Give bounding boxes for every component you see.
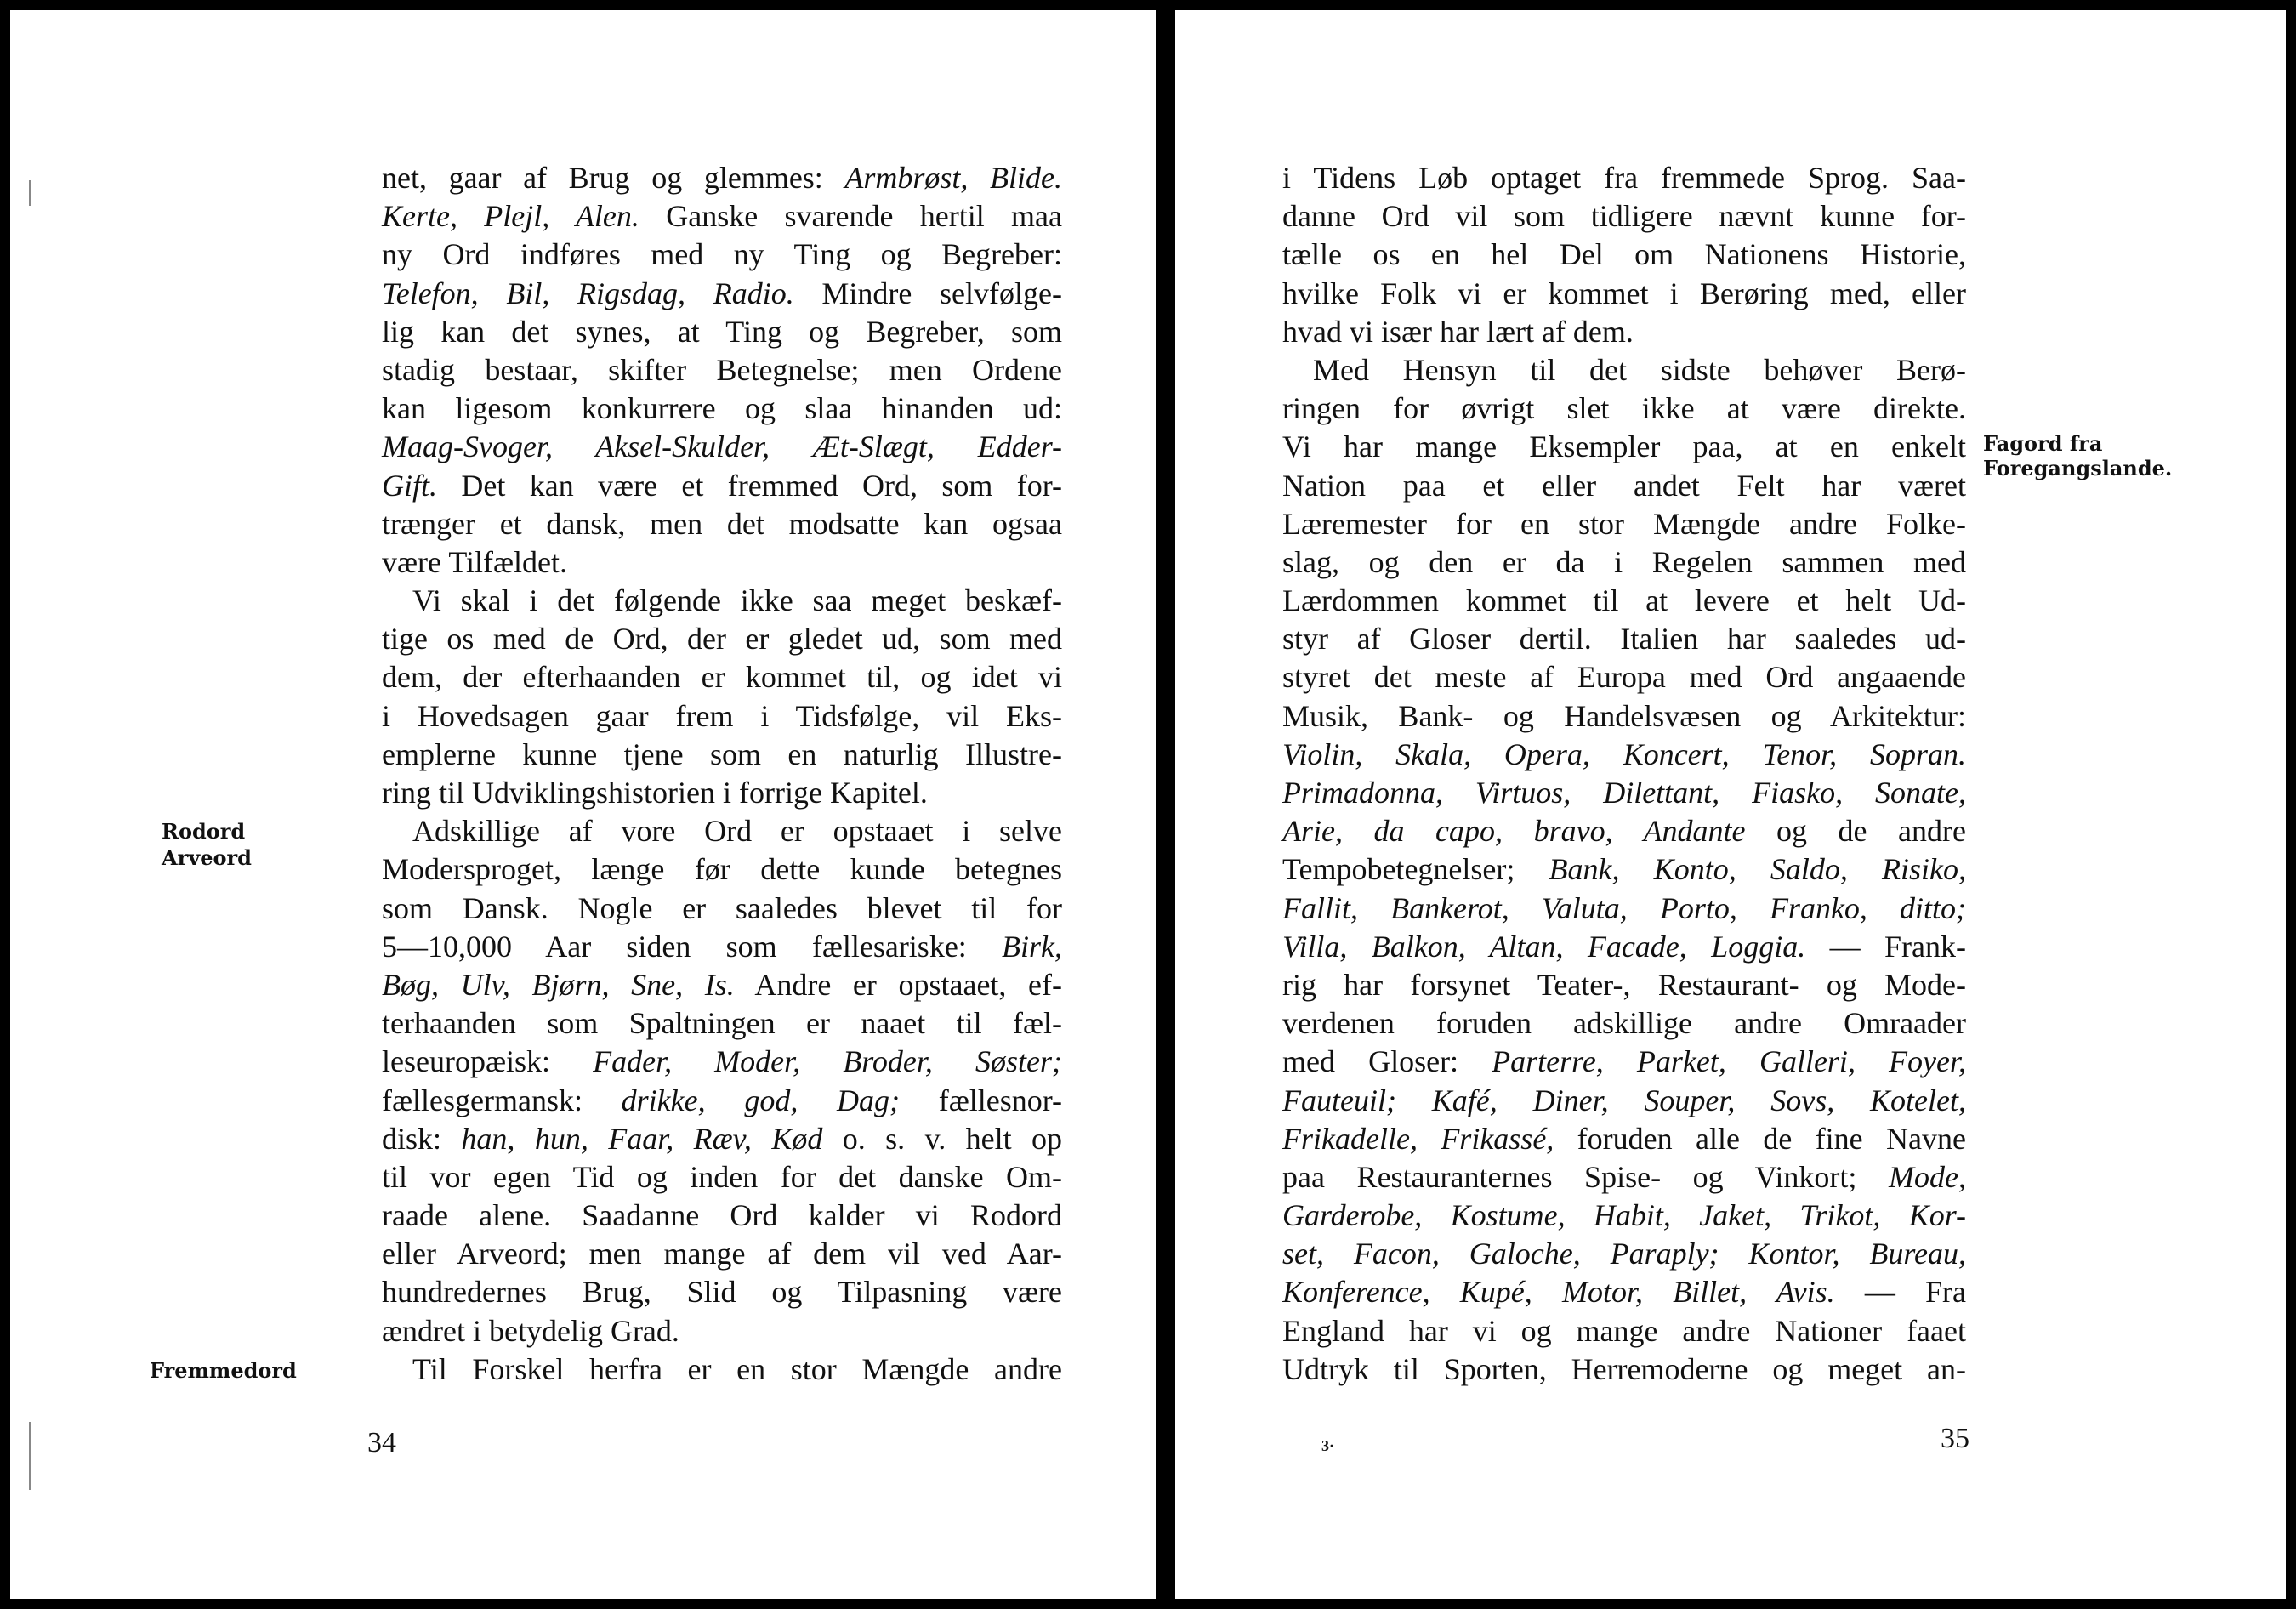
text-line: 5—10,000 Aar siden som fællesariske: Birk, [382, 929, 1062, 964]
text-line: Gift. Det kan være et fremmed Ord, som for- [382, 468, 1062, 503]
text-line: dem, der efterhaanden er kommet til, og idet vi [382, 660, 1062, 695]
text-line: tælle os en hel Del om Nationens Historie, [1282, 237, 1966, 272]
text-line: ny Ord indføres med ny Ting og Begreber: [382, 237, 1062, 272]
text-line: Til Forskel herfra er en stor Mængde andre [412, 1351, 1062, 1386]
text-line: Fallit, Bankerot, Valuta, Porto, Franko, ditto; [1282, 890, 1966, 925]
text-line: Udtryk til Sporten, Herremoderne og meget an- [1282, 1351, 1966, 1386]
text-line: set, Facon, Galoche, Paraply; Kontor, Bureau, [1282, 1237, 1966, 1271]
text-line: disk: han, hun, Faar, Ræv, Kød o. s. v. helt op [382, 1121, 1063, 1156]
text-line: Garderobe, Kostume, Habit, Jaket, Trikot, Kor- [1282, 1198, 1966, 1233]
text-line: Arie, da capo, bravo, Andante og de andre [1282, 814, 1966, 849]
text-line: Bøg, Ulv, Bjørn, Sne, Is. Andre er opstaaet, ef- [382, 967, 1062, 1002]
text-line: kan ligesom konkurrere og slaa hinanden ud: [382, 391, 1062, 426]
text-line: net, gaar af Brug og glemmes: Armbrøst, Blide. [382, 161, 1062, 195]
text-line: Violin, Skala, Opera, Koncert, Tenor, Sopran. [1282, 736, 1966, 771]
left-body-text [382, 159, 1062, 1389]
text-line: lig kan det synes, at Ting og Begreber, som [382, 314, 1062, 349]
text-line: raade alene. Saadanne Ord kalder vi Rodord [382, 1198, 1062, 1233]
margin-note-arveord: Arveord [162, 845, 252, 870]
text-line: Frikadelle, Frikassé, foruden alle de fine Navne [1282, 1121, 1966, 1156]
text-line: Adskillige af vore Ord er opstaaet i selve [412, 814, 1062, 849]
text-line: ændret i betydelig Grad. [382, 1313, 679, 1348]
text-line: Tempobetegnelser; Bank, Konto, Saldo, Risiko, [1282, 852, 1967, 887]
text-line: være Tilfældet. [382, 544, 568, 579]
text-line: i Hovedsagen gaar frem i Tidsfølge, vil Eks- [382, 698, 1062, 733]
margin-note-rodord: Rodord [162, 819, 246, 844]
text-line: hundredernes Brug, Slid og Tilpasning være [382, 1275, 1062, 1310]
margin-note-fremmedord: Fremmedord [150, 1358, 297, 1383]
text-line: Vi skal i det følgende ikke saa meget beskæf- [412, 583, 1062, 618]
text-line: til vor egen Tid og inden for det danske Om- [382, 1159, 1062, 1194]
text-line: stadig bestaar, skifter Betegnelse; men Ordene [382, 352, 1062, 387]
text-line: Telefon, Bil, Rigsdag, Radio. Mindre selvfølge- [382, 276, 1062, 310]
margin-note-fagord-line2: Foregangslande. [1983, 456, 2173, 480]
text-line: Maag-Svoger, Aksel-Skulder, Æt-Slægt, Edder- [382, 429, 1062, 464]
text-line: verdenen foruden adskillige andre Omraader [1282, 1006, 1966, 1041]
text-line: eller Arveord; men mange af dem vil ved Aar- [382, 1237, 1062, 1271]
text-line: Læremester for en stor Mængde andre Folke- [1282, 506, 1966, 541]
margin-note-fagord-line1: Fagord fra [1983, 431, 2103, 456]
text-line: Fauteuil; Kafé, Diner, Souper, Sovs, Kotelet, [1282, 1083, 1966, 1117]
text-line: leseuropæisk: Fader, Moder, Broder, Søster; [382, 1044, 1063, 1079]
text-line: England har vi og mange andre Nationer faaet [1282, 1313, 1966, 1348]
left-page [10, 10, 1156, 1599]
text-line: slag, og den er da i Regelen sammen med [1282, 544, 1966, 579]
text-line: Modersproget, længe før dette kunde betegnes [382, 852, 1062, 887]
page-edge-mark [29, 1422, 31, 1490]
text-line: Lærdommen kommet til at levere et helt Ud- [1282, 583, 1966, 618]
text-line: hvilke Folk vi er kommet i Berøring med, eller [1282, 276, 1966, 310]
text-line: Vi har mange Eksempler paa, at en enkelt [1282, 429, 1966, 464]
text-line: Villa, Balkon, Altan, Facade, Loggia. — Frank- [1282, 929, 1966, 964]
text-line: fællesgermansk: drikke, god, Dag; fællesnor- [382, 1083, 1063, 1117]
text-line: med Gloser: Parterre, Parket, Galleri, Foyer, [1282, 1044, 1966, 1079]
text-line: som Dansk. Nogle er saaledes blevet til for [382, 890, 1062, 925]
signature-mark: 3· [1321, 1437, 1335, 1454]
page-number: 34 [367, 1427, 396, 1458]
text-line: tige os med de Ord, der er gledet ud, som med [382, 622, 1062, 657]
page-number: 35 [1941, 1423, 1969, 1454]
text-line: Primadonna, Virtuos, Dilettant, Fiasko, Sonate, [1282, 776, 1966, 810]
text-line: styret det meste af Europa med Ord angaaende [1282, 660, 1966, 695]
text-line: terhaanden som Spaltningen er naaet til fæl- [382, 1006, 1062, 1041]
text-line: ring til Udviklingshistorien i forrige Kapitel. [382, 776, 928, 810]
text-line: Kerte, Plejl, Alen. Ganske svarende hertil maa [382, 199, 1062, 234]
text-line: ringen for øvrigt slet ikke at være direkte. [1282, 391, 1966, 426]
text-line: hvad vi især har lært af dem. [1282, 314, 1634, 349]
text-line: Med Hensyn til det sidste behøver Berø- [1313, 352, 1966, 387]
text-line: Nation paa et eller andet Felt har været [1282, 468, 1966, 503]
text-line: i Tidens Løb optaget fra fremmede Sprog. Saa- [1282, 161, 1966, 195]
page-edge-mark [29, 180, 31, 206]
text-line: styr af Gloser dertil. Italien har saaledes ud- [1282, 622, 1966, 657]
text-line: Musik, Bank- og Handelsvæsen og Arkitektur: [1282, 698, 1966, 733]
text-line: trænger et dansk, men det modsatte kan ogsaa [382, 506, 1062, 541]
text-line: emplerne kunne tjene som en naturlig Illustre- [382, 736, 1062, 771]
text-line: rig har forsynet Teater-, Restaurant- og Mode- [1282, 967, 1966, 1002]
text-line: Konference, Kupé, Motor, Billet, Avis. — Fra [1282, 1275, 1966, 1310]
text-line: danne Ord vil som tidligere nævnt kunne for- [1282, 199, 1966, 234]
text-line: paa Restauranternes Spise- og Vinkort; Mode, [1282, 1159, 1966, 1194]
right-body-text [1282, 159, 1966, 1389]
right-page [1175, 10, 2286, 1599]
